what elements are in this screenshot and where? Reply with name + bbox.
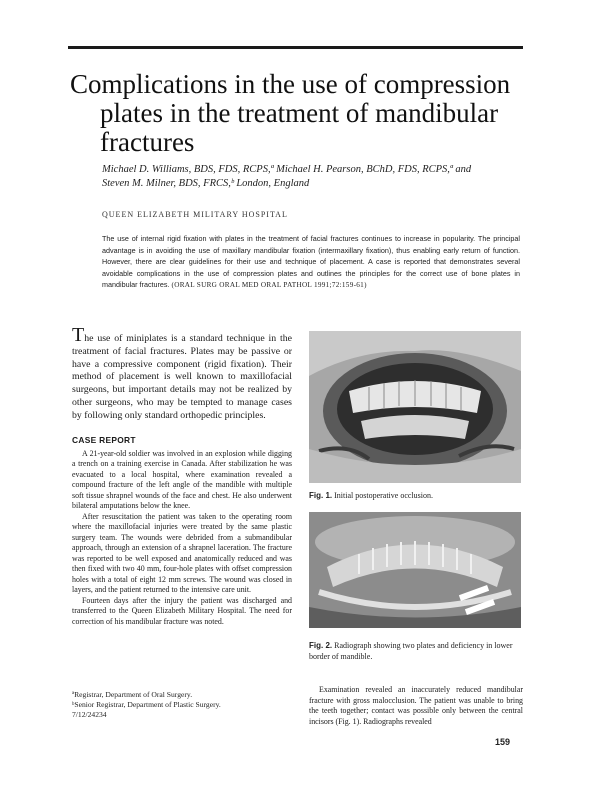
affiliation: QUEEN ELIZABETH MILITARY HOSPITAL — [102, 210, 288, 219]
author-line-1: Michael D. Williams, BDS, FDS, RCPS,ª Michael H. Pearson, BChD, FDS, RCPS,ª and — [102, 164, 472, 175]
title-line-3: fractures — [100, 127, 195, 157]
figure-2-radiograph — [309, 512, 521, 628]
case-paragraph-3: Fourteen days after the injury the patient was discharged and transferred to the Queen Elizabeth Military Hospital. The need for correction of his mandibular fracture was noted. — [72, 595, 292, 626]
right-column-paragraph: Examination revealed an inaccurately reduced mandibular fracture with gross malocclusion. The patient was unable to bring the teeth together; contact was possible only between the central incisors (Fig. 1). Radiographs revealed — [309, 685, 523, 726]
article-title — [70, 70, 520, 157]
figure-2-caption-text: Radiograph showing two plates and deficiency in lower border of mandible. — [309, 641, 513, 661]
figure-1-caption-text: Initial postoperative occlusion. — [334, 491, 433, 500]
intro-text: he use of miniplates is a standard technique in the treatment of facial fractures. Plates may be passive or have a compressive component (rigid fixation). Their method of placement is well known to maxillofacial surgeons, but important details may not be realized by other surgeons, who may be tempted to manage cases by following only standard orthopedic principles. — [72, 333, 292, 421]
author-list — [102, 163, 522, 191]
abstract — [102, 233, 520, 292]
figure-1-photo — [309, 331, 521, 483]
figure-1-caption — [309, 491, 524, 502]
left-column — [72, 324, 292, 627]
page-number: 159 — [495, 737, 511, 747]
section-heading: CASE REPORT — [72, 434, 136, 445]
header-rule — [68, 46, 523, 49]
author-line-2: Steven M. Milner, BDS, FRCS,ᵇ London, England — [102, 178, 310, 189]
figure-2-caption — [309, 641, 524, 662]
radiograph-image — [309, 512, 521, 628]
title-line-1: Complications in the use of compression — [70, 69, 511, 99]
figure-1-label: Fig. 1. — [309, 491, 333, 500]
abstract-text: The use of internal rigid fixation with plates in the treatment of facial fractures continues to increase in popularity. The principal advantage is in avoiding the use of maxillary mandibular fixation (intermaxillary fixation), thus enabling early return of function. However, there are clear guidelines for their use and technique of placement. A case is reported that demonstrates several avoidable complications in the use of compression plates and outlines the principles for the correct use of bone plates in mandibular fractures. — [102, 234, 520, 290]
title-line-2: plates in the treatment of mandibular — [100, 98, 499, 128]
footnotes — [72, 690, 292, 720]
footnote-b: ᵇSenior Registrar, Department of Plastic Surgery. — [72, 700, 221, 709]
case-paragraph-1: A 21-year-old soldier was involved in an explosion while digging a trench on a training exercise in Canada. After stabilization he was evacuated to a local hospital, where examination revealed a compound fracture of the left angle of the mandible with multiple soft tissue shrapnel wounds of the face and chest. He also underwent bilateral amputations below the knee. — [72, 448, 292, 511]
occlusion-photo-image — [309, 331, 521, 483]
case-paragraph-2: After resuscitation the patient was taken to the operating room where the maxillofacial injuries were treated by the same plastic surgery team. The wounds were debrided from a submandibular approach, through an extension of a shrapnel laceration. The fracture was reported to be well exposed and anatomically reduced and was then fixed with two 40 mm, four-hole plates with offset compression holes with a total of eight 12 mm screws. The wound was closed in layers, and the patient returned to the intensive care unit. — [72, 511, 292, 595]
manuscript-number: 7/12/24234 — [72, 710, 107, 719]
footnote-a: ªRegistrar, Department of Oral Surgery. — [72, 690, 193, 699]
drop-cap: T — [72, 324, 85, 346]
intro-paragraph — [72, 324, 292, 423]
figure-2-label: Fig. 2. — [309, 641, 333, 650]
abstract-citation: (ORAL SURG ORAL MED ORAL PATHOL 1991;72:159-61) — [171, 281, 367, 290]
